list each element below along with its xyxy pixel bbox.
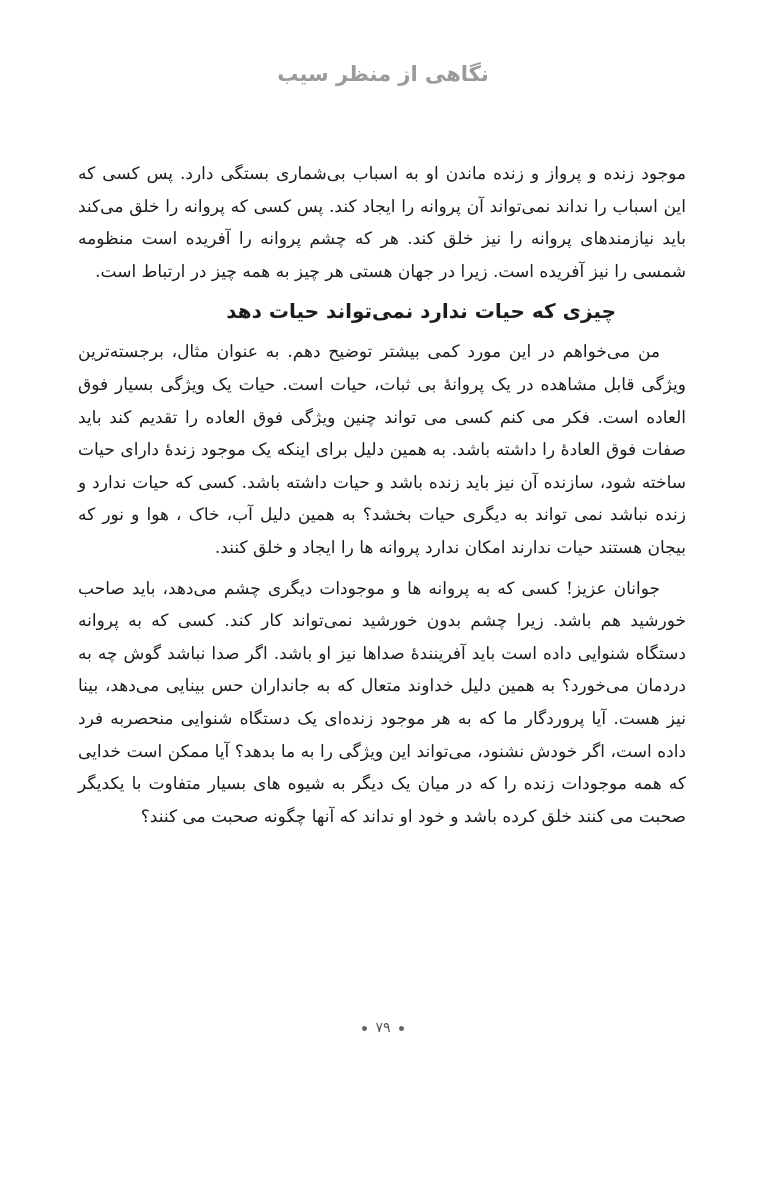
folio-dot-right	[362, 1026, 367, 1031]
section-heading: چیزی که حیات ندارد نمی‌تواند حیات دهد	[226, 299, 616, 324]
paragraph-youth: جوانان عزیز! کسی که به پروانه ها و موجودات دیگری چشم می‌دهد، باید صاحب خورشید هم باشد. زیرا چشم بدون خورشید نمی‌تواند کار کند. کسی که به پروانه دستگاه شنوایی داده است باید آفرینندهٔ صداها نیز او باشد. اگر صدا نباشد گوش چه به دردمان می‌خورد؟ به همین دلیل خداوند متعال که به جانداران حس بینایی می‌دهد، بینا نیز هست. آیا پروردگار ما که به هر موجود زنده‌ای یک دستگاه شنوایی منحصربه فرد داده است، اگر خودش نشنود، می‌تواند این ویژگی را به ما بدهد؟ آیا ممکن است خدایی که همه موجودات زنده را که در میان یک دیگر به شیوه های بسیار متفاوت با یکدیگر صحبت می کنند خلق کرده باشد و خود او نداند که آنها چگونه صحبت می کنند؟	[78, 578, 686, 827]
page-number	[0, 1020, 766, 1036]
page-number-text: ۷۹	[375, 1020, 391, 1036]
paragraph-continued: موجود زنده و پرواز و زنده ماندن او به اسباب بی‌شماری بستگی دارد. پس کسی که این اسباب را نداند نمی‌تواند آن پروانه را ایجاد کند. پس کسی که پروانه را خلق می‌کند باید نیازمندهای پروانه را نیز خلق کند. هر که چشم پروانه را آفریده است منظومه شمسی را نیز آفریده است. زیرا در جهان هستی هر چیز به همه چیز در ارتباط است.	[78, 164, 686, 282]
folio-dot-left	[399, 1026, 404, 1031]
paragraph-life: من می‌خواهم در این مورد کمی بیشتر توضیح دهم. به عنوان مثال، برجسته‌ترین ویژگی قابل مشاهده در یک پروانهٔ بی ثبات، حیات است. حیات یک ویژگی بسیار فوق العاده است. فکر می کنم کسی می تواند چنین ویژگی فوق العاده را تقدیم کند باید صفات فوق العادهٔ را داشته باشد. به همین دلیل برای اینکه یک موجود زندهٔ دارای حیات ساخته شود، سازنده آن نیز باید زنده باشد و حیات داشته باشد. کسی که حیات ندارد و زنده نباشد نمی تواند به دیگری حیات بخشد؟ به همین دلیل آب، خاک ، هوا و نور که بیجان هستند حیات ندارند امکان ندارد پروانه ها را ایجاد و خلق کنند.	[78, 342, 687, 558]
page-body	[78, 158, 686, 833]
running-head-title: نگاهی از منظر سیب	[277, 62, 489, 86]
